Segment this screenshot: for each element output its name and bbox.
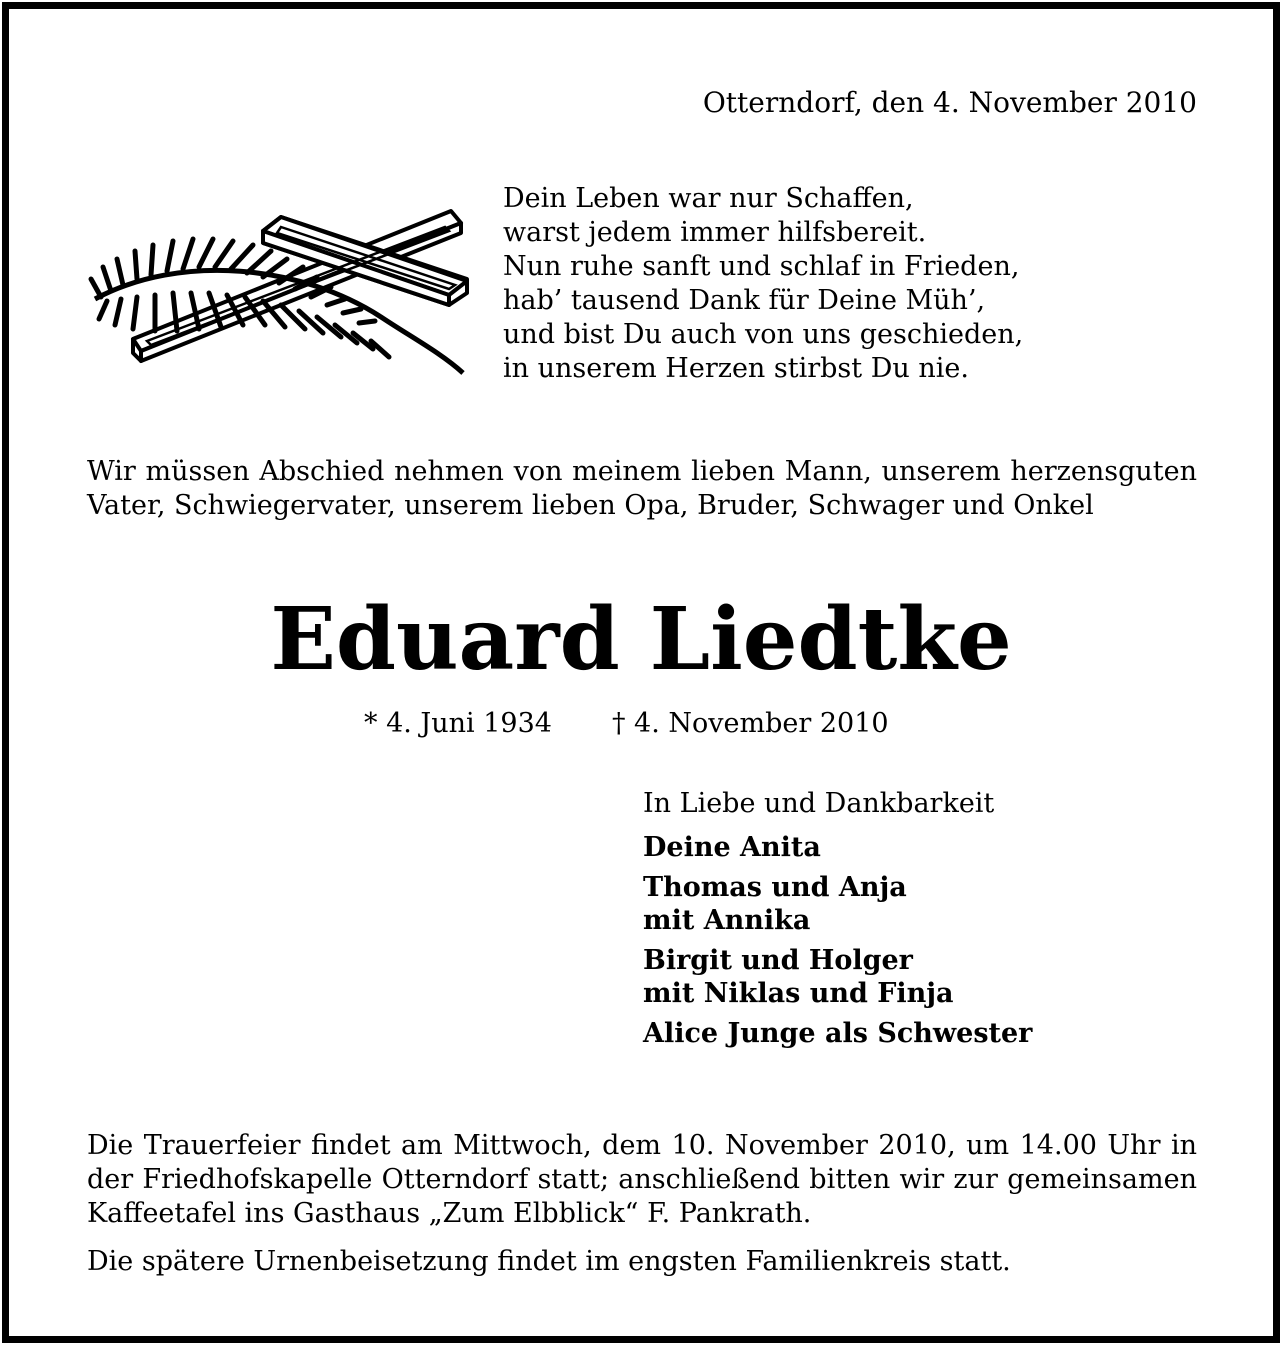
- death-date: † 4. November 2010: [611, 708, 889, 739]
- mourners-list: [643, 785, 1032, 1057]
- mourner-name: mit Annika: [643, 905, 811, 936]
- mourner-group: [643, 831, 1032, 864]
- mourner-group: [643, 944, 1032, 1010]
- mourner-name: Deine Anita: [643, 832, 821, 863]
- mourner-name: Thomas und Anja: [643, 872, 907, 903]
- poem-line: Dein Leben war nur Schaffen,: [503, 183, 914, 214]
- poem-line: und bist Du auch von uns geschieden,: [503, 319, 1024, 350]
- place-and-date: Otterndorf, den 4. November 2010: [702, 86, 1197, 119]
- poem: [503, 182, 1023, 386]
- funeral-service-info: Die Trauerfeier findet am Mittwoch, dem 10. November 2010, um 14.00 Uhr in der Friedhofskapelle Otterndorf statt; anschließend bitten wir zur gemeinsamen Kaffeetafel ins Gasthaus „Zum Elbblick“ F. Pankrath.: [87, 1130, 1197, 1229]
- life-dates: [364, 705, 889, 743]
- poem-line: warst jedem immer hilfsbereit.: [503, 217, 927, 248]
- mourner-group: [643, 1017, 1032, 1050]
- closing-phrase: In Liebe und Dankbarkeit: [643, 788, 995, 819]
- obituary-notice: [2, 2, 1280, 1343]
- mourner-group: [643, 871, 1032, 937]
- mourner-name: mit Niklas und Finja: [643, 978, 954, 1009]
- poem-line: hab’ tausend Dank für Deine Müh’,: [503, 285, 986, 316]
- cross-with-palm-frond-icon: [81, 201, 473, 381]
- poem-line: Nun ruhe sanft und schlaf in Frieden,: [503, 251, 1020, 282]
- deceased-name: Eduard Liedtke: [270, 589, 1012, 690]
- poem-line: in unserem Herzen stirbst Du nie.: [503, 353, 969, 384]
- urn-burial-note: Die spätere Urnenbeisetzung findet im engsten Familienkreis statt.: [87, 1246, 1011, 1277]
- mourner-name: Alice Junge als Schwester: [643, 1018, 1033, 1049]
- birth-date: * 4. Juni 1934: [364, 708, 552, 739]
- mourner-name: Birgit und Holger: [643, 945, 913, 976]
- farewell-intro: Wir müssen Abschied nehmen von meinem lieben Mann, unserem herzensguten Vater, Schwiegervater, unserem lieben Opa, Bruder, Schwager und Onkel: [87, 456, 1197, 521]
